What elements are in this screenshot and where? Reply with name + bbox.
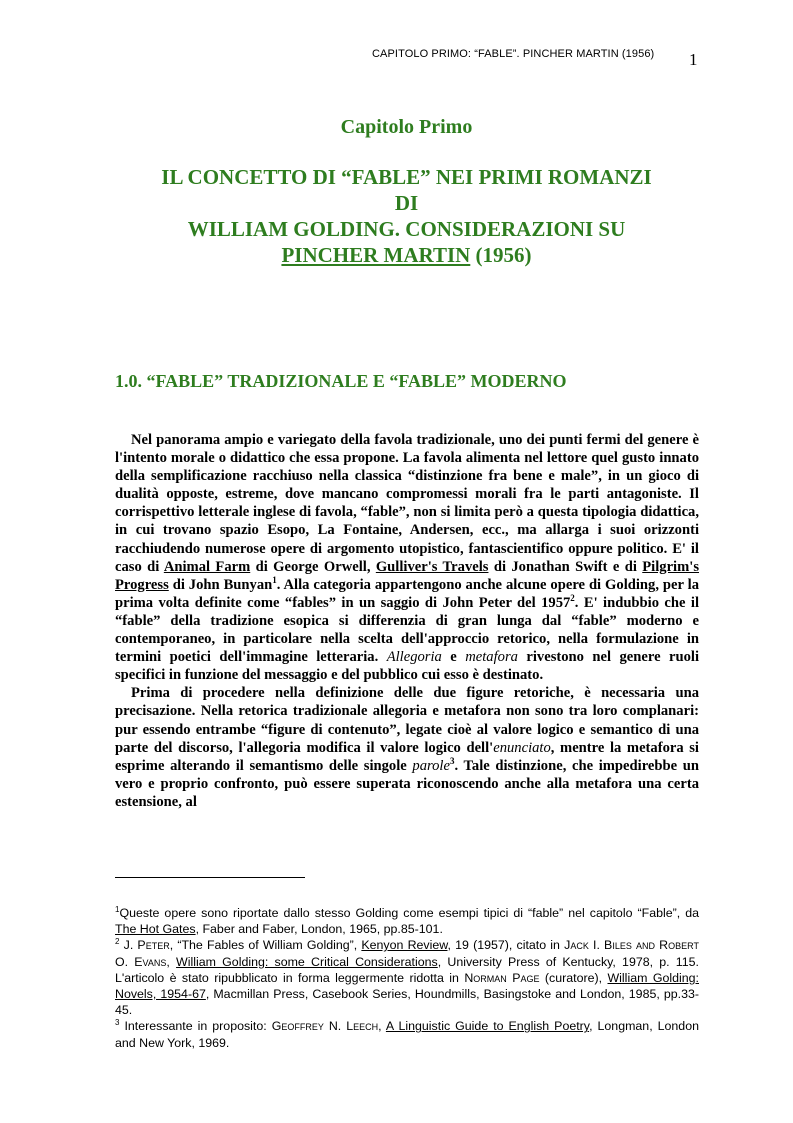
footnote-number: 2 (115, 937, 120, 947)
author-name: Norman Page (464, 970, 540, 985)
text-run: (curatore), (539, 970, 608, 985)
book-title: The Hot Gates (115, 922, 196, 937)
author-name: Geoffrey N. Leech (271, 1019, 379, 1034)
paragraph-1 (115, 431, 699, 684)
text-run: , (378, 1019, 386, 1034)
italic-term: parole (412, 757, 450, 774)
text-run: , Faber and Faber, London, 1965, pp.85-101. (195, 922, 443, 937)
italic-term: Allegoria (386, 649, 442, 666)
running-head: CAPITOLO PRIMO: “FABLE”. PINCHER MARTIN (1956) (372, 48, 655, 60)
text-run: e (441, 649, 466, 666)
text-run: . Tale distinzione, che impedirebbe un vero e proprio confronto, può essere superata riconoscendo anche alla metafora una certa estensione, al (115, 757, 699, 810)
chapter-title-line3: WILLIAM GOLDING. CONSIDERAZIONI SU (187, 217, 626, 241)
text-run: Queste opere sono riportate dallo stesso Golding come esempi tipici di “fable” nel capitolo “Fable”, da (119, 906, 699, 920)
footnote-1 (115, 905, 699, 937)
text-run: , Longman, London and New York, 1969. (115, 1019, 699, 1050)
book-title: Pilgrim's Progress (115, 558, 699, 593)
footnote-ref: 1 (272, 574, 277, 585)
book-title: A Linguistic Guide to English Poetry (385, 1019, 590, 1034)
footnote-rule (115, 877, 305, 878)
footnote-number: 3 (115, 1018, 120, 1028)
text-run: . E' indubbio che il “fable” della tradizione esopica si differenzia di gran lunga dal “fable” moderno e contemporaneo, in particolare nella scelta dell'approccio retorico, nella formulazione in termini poetici dell'immagine letteraria. (115, 594, 699, 666)
book-title: Animal Farm (163, 558, 251, 575)
text-run: di George Orwell, (250, 558, 376, 575)
book-title-pincher-martin: PINCHER MARTIN (281, 243, 471, 267)
footnote-3 (115, 1018, 699, 1050)
footnote-ref: 3 (449, 755, 455, 766)
chapter-title-line4 (0, 242, 793, 268)
footnote-2 (115, 937, 699, 1018)
text-run: di Jonathan Swift e di (488, 558, 643, 575)
text-run: rivestono nel genere ruoli specifici in funzione del messaggio e del pubblico cui esso è destinato. (115, 649, 700, 684)
journal-title: Kenyon Review (361, 938, 448, 953)
chapter-title-year: (1956) (470, 243, 532, 267)
text-run: Prima di procedere nella definizione delle due figure retoriche, è necessaria una precisazione. Nella retorica tradizionale allegoria e metafora non sono tra loro complanari: pur essendo entrambe “figure di contenuto”, legate cioè al valore logico e semantico di una parte del discorso, l'allegoria modifica il valore logico dell' (115, 685, 699, 756)
body-text (115, 431, 699, 811)
chapter-label: Capitolo Primo (340, 116, 473, 138)
page-number: 1 (689, 50, 698, 69)
book-title: William Golding: some Critical Considerations (176, 954, 438, 969)
text-run: , University Press of Kentucky, 1978, p. 115. L'articolo è stato ripubblicato in forma leggermente ridotta in (115, 954, 699, 985)
chapter-title (0, 164, 793, 268)
text-run: . Alla categoria appartengono anche alcune opere di Golding, per la prima volta definite come “fables” in un saggio di John Peter del 1957 (115, 576, 699, 611)
author-name: J. Peter (123, 938, 170, 953)
text-run: , 19 (1957), citato in (447, 938, 565, 953)
book-title: Gulliver's Travels (375, 558, 489, 575)
text-run: , mentre la metafora si esprime alterando il semantismo delle singole (115, 739, 699, 774)
footnote-ref: 2 (570, 592, 575, 603)
book-title: William Golding: Novels, 1954-67 (115, 970, 699, 1002)
chapter-title-line1: IL CONCETTO DI “FABLE” NEI PRIMI ROMANZI (161, 165, 652, 189)
text-run: Nel panorama ampio e variegato della favola tradizionale, uno dei punti fermi del genere è l'intento morale o didattico che essa propone. La favola alimenta nel lettore quel gusto innato della semplificazione racchiuso nella classica “distinzione fra bene e male”, in un gioco di dualità opposte, estreme, dove mancano compromessi morali fra le parti antagoniste. Il corrispettivo letterale inglese di favola, “fable”, non si limita però a questa tipologia didattica, in cui trovano spazio Esopo, La Fontaine, Andersen, ecc., ma allarga i suoi orizzonti racchiudendo numerose opere di argomento utopistico, fantascientifico oppure politico. E' il caso di (115, 432, 699, 575)
section-heading: 1.0. “FABLE” TRADIZIONALE E “FABLE” MODERNO (115, 371, 567, 391)
footnote-number: 1 (115, 904, 120, 914)
text-run: Interessante in proposito: (119, 1019, 272, 1034)
paragraph-2 (115, 684, 699, 811)
author-name: Jack I. Biles and Robert O. Evans (115, 938, 699, 969)
text-run: di John Bunyan (168, 576, 273, 593)
italic-term: enunciato (493, 739, 551, 756)
footnotes (115, 905, 699, 1051)
text-run: , “The Fables of William Golding”, (169, 938, 362, 953)
italic-term: metafora (465, 649, 518, 666)
chapter-title-line2: DI (394, 191, 419, 215)
text-run: , Macmillan Press, Casebook Series, Houndmills, Basingstoke and London, 1985, pp.33-45. (115, 987, 699, 1018)
text-run: , (166, 954, 177, 969)
